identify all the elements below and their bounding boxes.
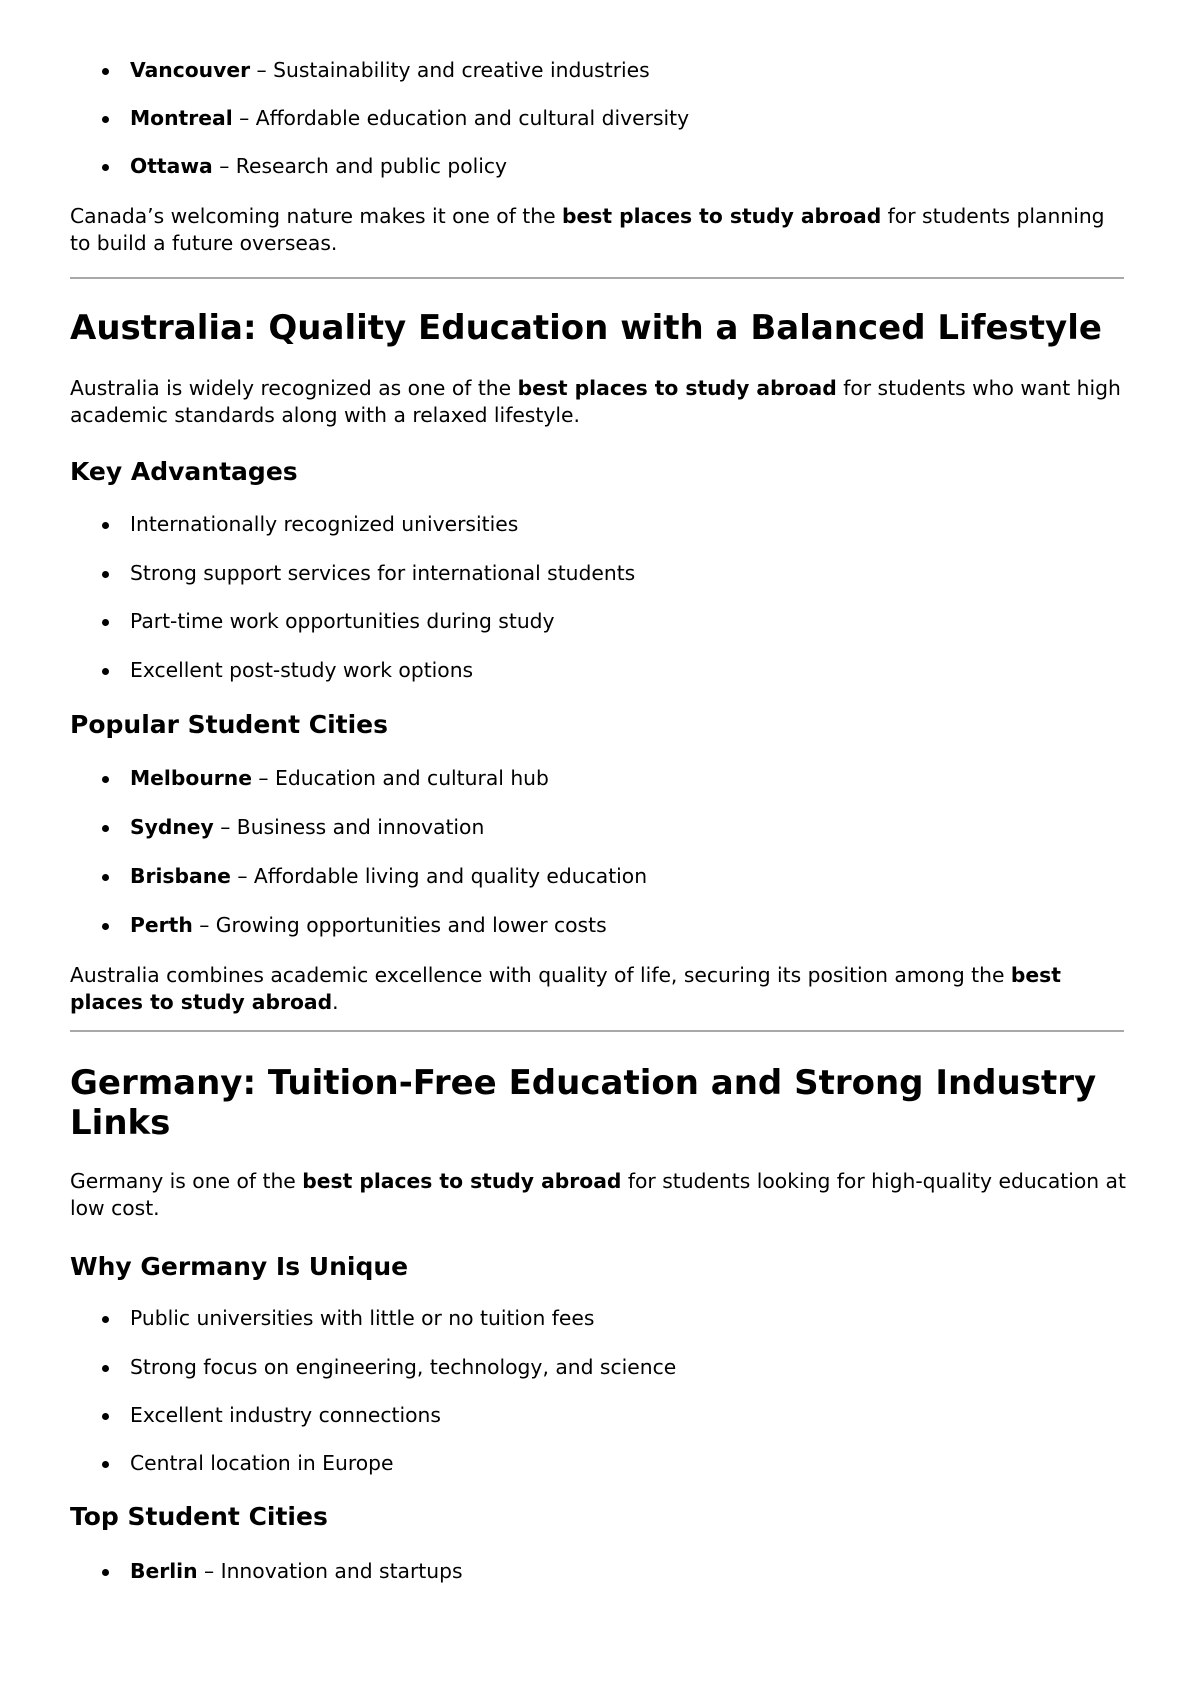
list-item-text: Part-time work opportunities during study <box>130 609 555 633</box>
list-item-text: Strong focus on engineering, technology, and science <box>130 1355 677 1379</box>
section-divider <box>70 1030 1124 1032</box>
canada-closing-paragraph <box>70 203 1126 257</box>
text: Australia is widely recognized as one of the <box>70 376 518 400</box>
city-desc: – Affordable education and cultural diversity <box>232 106 690 130</box>
text: for students looking for high-quality education at low cost. <box>70 1169 1126 1220</box>
city-desc: – Affordable living and quality education <box>230 864 648 888</box>
city-name: Montreal <box>130 106 233 130</box>
text: Australia combines academic excellence with quality of life, securing its position among the <box>70 963 1011 987</box>
australia-intro-paragraph <box>70 375 1126 429</box>
city-name: Melbourne <box>130 766 252 790</box>
list-item-text: Central location in Europe <box>130 1451 394 1475</box>
keyword: best places to study abroad <box>517 376 837 400</box>
city-desc: – Sustainability and creative industries <box>250 58 650 82</box>
list-item-text: Strong support services for international students <box>130 561 636 585</box>
australia-closing-paragraph <box>70 962 1126 1016</box>
city-desc: – Research and public policy <box>212 154 508 178</box>
text: Germany is one of the <box>70 1169 303 1193</box>
keyword: best places to study abroad <box>302 1169 622 1193</box>
subheading-popular-student-cities: Popular Student Cities <box>70 710 388 739</box>
subheading-key-advantages: Key Advantages <box>70 457 298 486</box>
city-desc: – Innovation and startups <box>197 1559 463 1583</box>
city-desc: – Business and innovation <box>213 815 485 839</box>
city-desc: – Education and cultural hub <box>251 766 549 790</box>
list-item-text: Public universities with little or no tuition fees <box>130 1306 595 1330</box>
list-item-text: Excellent post-study work options <box>130 658 474 682</box>
section-title-australia: Australia: Quality Education with a Balanced Lifestyle <box>70 308 1102 348</box>
section-title-germany: Germany: Tuition-Free Education and Strong Industry Links <box>70 1063 1097 1143</box>
section-divider <box>70 277 1124 279</box>
city-name: Brisbane <box>130 864 231 888</box>
germany-intro-paragraph <box>70 1168 1126 1222</box>
keyword: best places to study abroad <box>70 963 1061 1014</box>
city-name: Ottawa <box>130 154 213 178</box>
text: for students planning to build a future overseas. <box>70 204 1105 255</box>
list-item-text: Internationally recognized universities <box>130 512 519 536</box>
keyword: best places to study abroad <box>562 204 882 228</box>
city-name: Vancouver <box>130 58 251 82</box>
city-desc: – Growing opportunities and lower costs <box>192 913 607 937</box>
text: for students who want high academic standards along with a relaxed lifestyle. <box>70 376 1121 427</box>
city-name: Perth <box>130 913 193 937</box>
city-name: Berlin <box>130 1559 198 1583</box>
list-item-text: Excellent industry connections <box>130 1403 441 1427</box>
subheading-top-student-cities: Top Student Cities <box>70 1502 328 1531</box>
text: . <box>332 990 339 1014</box>
city-name: Sydney <box>130 815 214 839</box>
subheading-why-germany-is-unique: Why Germany Is Unique <box>70 1252 409 1281</box>
text: Canada’s welcoming nature makes it one of the <box>70 204 563 228</box>
